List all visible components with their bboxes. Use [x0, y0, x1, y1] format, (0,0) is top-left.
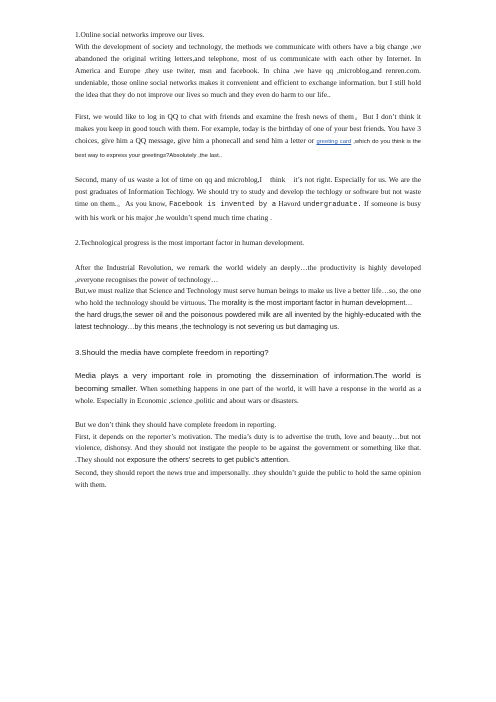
paragraph-text: First, we would like to log in QQ to chat with friends and examine the fresh news of them。But I don’t think it makes you keep in good touch with them. For example, today is the birthday of one of your best friends. You have 3 choices, give him a QQ message, give him a phonecall and send him a letter or: [75, 112, 421, 146]
section-3-paragraph-4: Second, they should report the news true and impersonally. .they shouldn’t guide the public to hold the same opinion with them.: [75, 468, 421, 490]
section-1-paragraph-2: [75, 111, 421, 163]
paragraph-text: When something happens in one part of the world, it will have a response in the world as a whole. Especially in Economic ,science ,politic and about wars or disasters.: [75, 383, 421, 406]
section-2-paragraph-1: After the Industrial Revolution, we remark the world widely an deeply…the productivity is highly developed ,everyone recognises the power of technology…: [75, 262, 421, 284]
paragraph-text: Media plays a very important role in promoting the dissemination of information.The world is becoming smaller.: [75, 371, 421, 393]
section-1-heading: 1.Online social networks improve our lives.: [75, 30, 205, 39]
section-2-paragraph-3: the hard drugs,the sewer oil and the poisonous powdered milk are all invented by the highly-educated with the latest technology…by this means ,the technology is not severing us but damaging us.: [75, 312, 421, 332]
paragraph-text: Havord: [276, 198, 303, 208]
paragraph-text: Second, many of us waste a lot of time on qq and microblog,I think it’s not right. Especially for us. We are the post graduates of Information Techlogy. We should try to study and develop the techlogy or software but not waste time on them.。As you know,: [75, 175, 421, 208]
section-1-paragraph-3: [75, 174, 421, 224]
section-3-paragraph-3: [75, 431, 421, 468]
paragraph-text: First, it depends on the reporter’s motivation. The media’s duty is to advertise the truth, love and beauty…but not violence, dishonsy. And they should not instigate the people to be against the government or something like that. .They should not: [75, 431, 421, 465]
paragraph-text: ,which do you think is the best way to express your greetings?Absolutely ,the last..: [75, 139, 422, 160]
paragraph-text: undergraduate.: [302, 200, 362, 209]
section-2-paragraph-2: [75, 285, 421, 310]
paragraph-text: exposure the others’ secrets to get public’s attention.: [124, 457, 290, 465]
section-3-paragraph-1: [75, 370, 421, 407]
section-1-paragraph-1: With the development of society and technology, the methods we communicate with others have a big change ,we abandoned the original writing letters,and telephone, most of us communicate with each other by Internet. In America and Europe ,they use twiter, msn and facebook. In china ,we have qq ,microblog,and renren.com. undeniable, those online social networks makes it convenient and efficient to exchange information. but I still hold the idea that they do not improve our lives so much and they even do harm to our life..: [75, 41, 421, 99]
paragraph-text: If someone is busy with his work or his major ,he wouldn’t spend much time chating .: [75, 198, 421, 222]
section-3-heading: 3.Should the media have complete freedom in reporting?: [75, 348, 269, 358]
paragraph-text: Facebook is invented by a: [169, 200, 277, 209]
greeting-card-link[interactable]: greeting card: [316, 139, 352, 146]
section-3-paragraph-2: But we don’t think they should have complete freedom in reporting.: [75, 419, 277, 429]
section-2-heading: 2.Technological progress is the most important factor in human development.: [75, 237, 305, 247]
paragraph-text: morality is the most important factor in human development…: [219, 300, 413, 308]
paragraph-text: But,we must realize that Science and Technology must serve human beings to make us live a better life…so, the one who hold the technology should be virtuous. The: [75, 286, 421, 308]
